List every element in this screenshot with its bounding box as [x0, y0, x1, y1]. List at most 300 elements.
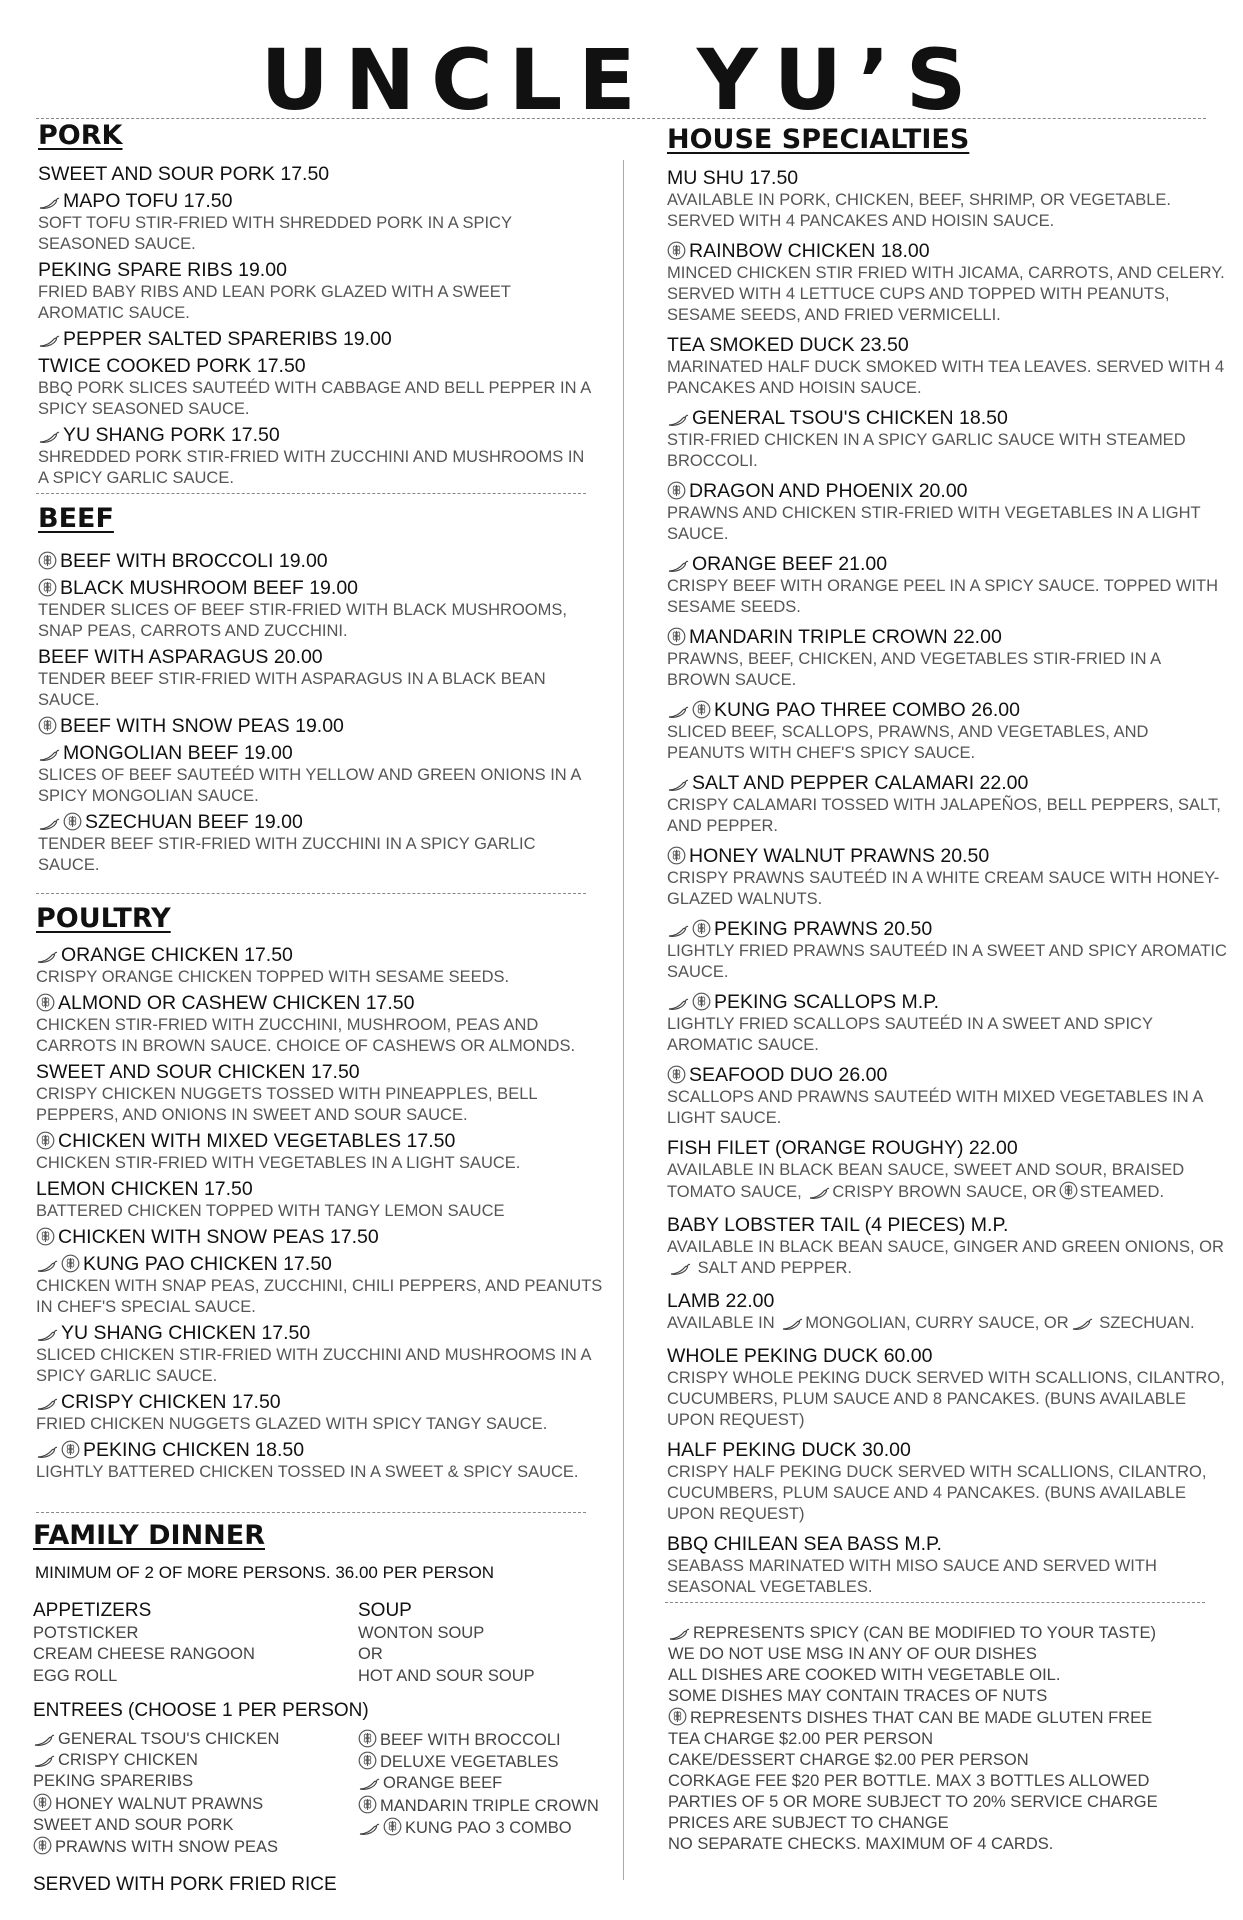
- menu-item-name: [667, 334, 1227, 357]
- chili-pepper-icon: [668, 1627, 690, 1641]
- menu-item-name: [36, 1178, 606, 1201]
- top-divider: [36, 118, 1206, 119]
- menu-item: [667, 772, 1227, 837]
- entree-item: [33, 1793, 358, 1815]
- menu-item: [36, 1253, 606, 1318]
- menu-item: [38, 715, 598, 738]
- family-courses: [33, 1599, 613, 1687]
- menu-item-name-text: TEA SMOKED DUCK 23.50: [667, 334, 909, 356]
- note-text: CORKAGE FEE $20 PER BOTTLE. MAX 3 BOTTLES ALLOWED: [668, 1772, 1150, 1790]
- menu-item: [38, 550, 598, 573]
- menu-item-description: SLICED CHICKEN STIR-FRIED WITH ZUCCHINI AND MUSHROOMS IN A SPICY GARLIC SAUCE.: [36, 1346, 591, 1385]
- gluten-free-icon: [667, 481, 686, 500]
- menu-item-name-text: CHICKEN WITH SNOW PEAS 17.50: [58, 1226, 379, 1248]
- menu-item-description: AVAILABLE IN PORK, CHICKEN, BEEF, SHRIMP, OR VEGETABLE. SERVED WITH 4 PANCAKES AND HOISIN SAUCE.: [667, 191, 1172, 230]
- menu-item-name: [667, 1439, 1227, 1462]
- gluten-free-icon: [692, 700, 711, 719]
- menu-item: [38, 742, 598, 807]
- poultry-section: [36, 903, 606, 1487]
- gluten-free-icon: [36, 993, 55, 1012]
- chili-pepper-icon: [358, 1822, 380, 1836]
- menu-item: [667, 1137, 1227, 1206]
- gluten-free-icon: [667, 1065, 686, 1084]
- menu-item-description: TENDER BEEF STIR-FRIED WITH ASPARAGUS IN A BLACK BEAN SAUCE.: [38, 670, 546, 709]
- entree-item: [33, 1836, 358, 1858]
- chili-pepper-icon: [781, 1316, 803, 1337]
- menu-item-name-text: TWICE COOKED PORK 17.50: [38, 355, 306, 377]
- menu-item: [667, 991, 1227, 1056]
- chili-pepper-icon: [358, 1777, 380, 1791]
- menu-item: [36, 1391, 606, 1435]
- gluten-free-icon: [38, 716, 57, 735]
- menu-item: [38, 355, 598, 420]
- chili-pepper-icon: [667, 778, 689, 792]
- menu-item-name: [667, 1345, 1227, 1368]
- menu-item-description: CRISPY CALAMARI TOSSED WITH JALAPEÑOS, BELL PEPPERS, SALT, AND PEPPER.: [667, 796, 1221, 835]
- menu-item-description: CHICKEN STIR-FRIED WITH ZUCCHINI, MUSHROOM, PEAS AND CARROTS IN BROWN SAUCE. CHOICE OF CASHEWS OR ALMONDS.: [36, 1016, 576, 1055]
- chili-pepper-icon: [36, 1397, 58, 1411]
- gluten-free-icon: [692, 919, 711, 938]
- menu-item-description: CRISPY WHOLE PEKING DUCK SERVED WITH SCALLIONS, CILANTRO, CUCUMBERS, PLUM SAUCE AND 8 PANCAKES. (BUNS AVAILABLE UPON REQUEST): [667, 1369, 1225, 1429]
- menu-item-description: CRISPY HALF PEKING DUCK SERVED WITH SCALLIONS, CILANTRO, CUCUMBERS, PLUM SAUCE AND 4 PANCAKES. (BUNS AVAILABLE UPON REQUEST): [667, 1463, 1207, 1523]
- entree-item: [33, 1729, 358, 1750]
- menu-item-name-text: CHICKEN WITH MIXED VEGETABLES 17.50: [58, 1130, 456, 1152]
- beef-section: [38, 503, 598, 880]
- menu-item: [667, 918, 1227, 983]
- menu-item-description: CHICKEN STIR-FRIED WITH VEGETABLES IN A LIGHT SAUCE.: [36, 1154, 521, 1172]
- menu-item: [667, 845, 1227, 910]
- menu-item: [667, 553, 1227, 618]
- gluten-free-icon: [358, 1729, 377, 1748]
- menu-item-description: TENDER BEEF STIR-FRIED WITH ZUCCHINI IN A SPICY GARLIC SAUCE.: [38, 835, 536, 874]
- note-line: [668, 1707, 1228, 1729]
- note-line: [668, 1813, 1228, 1834]
- menu-item: [667, 334, 1227, 399]
- menu-item-name: [38, 328, 598, 351]
- menu-item: [38, 646, 598, 711]
- menu-item: [667, 167, 1227, 232]
- menu-item-name: [38, 190, 598, 213]
- pork-beef-divider: [36, 493, 586, 494]
- menu-item-name: [38, 715, 598, 738]
- note-line: [668, 1644, 1228, 1665]
- note-line: [668, 1729, 1228, 1750]
- menu-item: [36, 1322, 606, 1387]
- menu-item: [38, 190, 598, 255]
- menu-item-name: [667, 1214, 1227, 1237]
- menu-item: [38, 328, 598, 351]
- pork-section: [38, 120, 598, 493]
- menu-item: [667, 1439, 1227, 1525]
- menu-item-name-text: SWEET AND SOUR CHICKEN 17.50: [36, 1061, 360, 1083]
- menu-item-name: [36, 1061, 606, 1084]
- menu-item-description: [667, 1313, 1227, 1337]
- chili-pepper-icon: [1071, 1316, 1093, 1337]
- menu-item: [667, 407, 1227, 472]
- menu-item-description: STIR-FRIED CHICKEN IN A SPICY GARLIC SAUCE WITH STEAMED BROCCOLI.: [667, 431, 1186, 470]
- chili-pepper-icon: [38, 334, 60, 348]
- entree-item-name: MANDARIN TRIPLE CROWN: [380, 1796, 599, 1815]
- menu-item-name-text: ALMOND OR CASHEW CHICKEN 17.50: [58, 992, 415, 1014]
- menu-item-description: SCALLOPS AND PRAWNS SAUTEÉD WITH MIXED VEGETABLES IN A LIGHT SAUCE.: [667, 1088, 1203, 1127]
- appetizers-list: [33, 1623, 358, 1687]
- description-text: AVAILABLE IN BLACK BEAN SAUCE, GINGER AND GREEN ONIONS, OR: [667, 1238, 1224, 1256]
- menu-item-name-text: PEKING SCALLOPS M.P.: [714, 991, 940, 1013]
- section-title-poultry: POULTRY: [36, 903, 171, 934]
- gluten-free-icon: [358, 1751, 377, 1770]
- menu-item-description: FRIED CHICKEN NUGGETS GLAZED WITH SPICY TANGY SAUCE.: [36, 1415, 548, 1433]
- menu-item-name-text: BLACK MUSHROOM BEEF 19.00: [60, 577, 359, 599]
- description-text: CRISPY BROWN SAUCE, OR: [832, 1183, 1057, 1201]
- menu-item-name: [36, 1130, 606, 1153]
- beef-poultry-divider: [36, 893, 586, 894]
- menu-item-name: [667, 1533, 1227, 1556]
- menu-item-name: [667, 845, 1227, 868]
- list-item: EGG ROLL: [33, 1666, 118, 1685]
- menu-item: [667, 1064, 1227, 1129]
- description-text: MONGOLIAN, CURRY SAUCE, OR: [805, 1314, 1069, 1332]
- menu-item-description: TENDER SLICES OF BEEF STIR-FRIED WITH BLACK MUSHROOMS, SNAP PEAS, CARROTS AND ZUCCHINI.: [38, 601, 567, 640]
- entree-item: [358, 1773, 599, 1794]
- appetizers-column: [33, 1599, 358, 1687]
- entree-item: [358, 1751, 599, 1773]
- note-text: NO SEPARATE CHECKS. MAXIMUM OF 4 CARDS.: [668, 1835, 1054, 1853]
- menu-item-name: [667, 240, 1227, 263]
- menu-item-name: [667, 407, 1227, 430]
- description-text: SALT AND PEPPER.: [693, 1259, 852, 1277]
- chili-pepper-icon: [36, 1328, 58, 1342]
- menu-item-description: LIGHTLY BATTERED CHICKEN TOSSED IN A SWEET & SPICY SAUCE.: [36, 1463, 579, 1481]
- entree-item-name: CRISPY CHICKEN: [58, 1751, 198, 1770]
- menu-item-name-text: PEKING CHICKEN 18.50: [83, 1439, 305, 1461]
- menu-item-name-text: BEEF WITH BROCCOLI 19.00: [60, 550, 328, 572]
- family-dinner-footer: SERVED WITH PORK FRIED RICE: [33, 1873, 337, 1895]
- menu-item-description: FRIED BABY RIBS AND LEAN PORK GLAZED WITH A SWEET AROMATIC SAUCE.: [38, 283, 511, 322]
- menu-item: [667, 1214, 1227, 1282]
- menu-item-name-text: MAPO TOFU 17.50: [63, 190, 233, 212]
- menu-item-description: SHREDDED PORK STIR-FRIED WITH ZUCCHINI AND MUSHROOMS IN A SPICY GARLIC SAUCE.: [38, 448, 585, 487]
- gluten-free-icon: [33, 1836, 52, 1855]
- menu-item-name: [36, 1391, 606, 1414]
- note-text: REPRESENTS SPICY (CAN BE MODIFIED TO YOUR TASTE): [693, 1624, 1157, 1642]
- appetizers-title: APPETIZERS: [33, 1600, 152, 1621]
- menu-item-name-text: MONGOLIAN BEEF 19.00: [63, 742, 293, 764]
- menu-item-name-text: SEAFOOD DUO 26.00: [689, 1064, 888, 1086]
- description-text: SZECHUAN.: [1094, 1314, 1195, 1332]
- menu-item: [38, 424, 598, 489]
- menu-item-description: BBQ PORK SLICES SAUTEÉD WITH CABBAGE AND BELL PEPPER IN A SPICY SEASONED SAUCE.: [38, 379, 591, 418]
- description-text: STEAMED.: [1079, 1183, 1165, 1201]
- gluten-free-icon: [692, 992, 711, 1011]
- menu-item-name-text: MANDARIN TRIPLE CROWN 22.00: [689, 626, 1002, 648]
- menu-item-name-text: ORANGE CHICKEN 17.50: [61, 944, 293, 966]
- menu-item-name-text: RAINBOW CHICKEN 18.00: [689, 240, 930, 262]
- menu-item-description: PRAWNS, BEEF, CHICKEN, AND VEGETABLES STIR-FRIED IN A BROWN SAUCE.: [667, 650, 1161, 689]
- chili-pepper-icon: [669, 1261, 691, 1282]
- poultry-items: [36, 944, 606, 1483]
- list-item: WONTON SOUP: [358, 1624, 485, 1642]
- menu-item: [667, 1290, 1227, 1337]
- menu-item: [38, 577, 598, 642]
- note-line: [668, 1792, 1228, 1813]
- menu-item-name-text: HALF PEKING DUCK 30.00: [667, 1439, 911, 1461]
- menu-item: [667, 1533, 1227, 1598]
- menu-item-name: [38, 742, 598, 765]
- menu-item-name-text: ORANGE BEEF 21.00: [692, 553, 888, 575]
- menu-item-description: BATTERED CHICKEN TOPPED WITH TANGY LEMON SAUCE: [36, 1202, 505, 1220]
- entree-item-name: BEEF WITH BROCCOLI: [380, 1730, 561, 1749]
- menu-item-name-text: BEEF WITH ASPARAGUS 20.00: [38, 646, 323, 668]
- chili-pepper-icon: [667, 413, 689, 427]
- menu-item-description: [667, 1160, 1227, 1206]
- entree-item-name: ORANGE BEEF: [383, 1774, 503, 1793]
- menu-item-name-text: YU SHANG CHICKEN 17.50: [61, 1322, 311, 1344]
- list-item: HOT AND SOUR SOUP: [358, 1666, 535, 1685]
- menu-item-name: [36, 1439, 606, 1462]
- poultry-family-divider: [36, 1512, 586, 1513]
- menu-item-name: [667, 1064, 1227, 1087]
- menu-item-name: [38, 355, 598, 378]
- menu-item-name-text: BBQ CHILEAN SEA BASS M.P.: [667, 1533, 942, 1555]
- menu-item-name: [38, 646, 598, 669]
- menu-item: [667, 480, 1227, 545]
- house-items: [667, 167, 1227, 1598]
- gluten-free-icon: [383, 1817, 402, 1836]
- entree-item-name: HONEY WALNUT PRAWNS: [55, 1794, 264, 1813]
- entree-item: [358, 1817, 599, 1839]
- menu-item-name: [667, 480, 1227, 503]
- chili-pepper-icon: [38, 817, 60, 831]
- entree-item-name: DELUXE VEGETABLES: [380, 1753, 559, 1772]
- menu-item-description: LIGHTLY FRIED PRAWNS SAUTEÉD IN A SWEET AND SPICY AROMATIC SAUCE.: [667, 942, 1227, 981]
- menu-item: [36, 944, 606, 988]
- menu-item-description: PRAWNS AND CHICKEN STIR-FRIED WITH VEGETABLES IN A LIGHT SAUCE.: [667, 504, 1201, 543]
- chili-pepper-icon: [38, 748, 60, 762]
- note-line: [668, 1665, 1228, 1686]
- menu-item: [36, 1226, 606, 1249]
- chili-pepper-icon: [667, 705, 689, 719]
- chili-pepper-icon: [33, 1733, 55, 1747]
- menu-item-name: [667, 1137, 1227, 1160]
- menu-item: [667, 240, 1227, 326]
- gluten-free-icon: [61, 1440, 80, 1459]
- gluten-free-icon: [667, 241, 686, 260]
- chili-pepper-icon: [36, 1259, 58, 1273]
- menu-item-description: SLICED BEEF, SCALLOPS, PRAWNS, AND VEGETABLES, AND PEANUTS WITH CHEF'S SPICY SAUCE.: [667, 723, 1149, 762]
- menu-item-name-text: CRISPY CHICKEN 17.50: [61, 1391, 281, 1413]
- soup-list: [358, 1623, 535, 1687]
- notes-section: [668, 1623, 1228, 1855]
- menu-item-description: CRISPY CHICKEN NUGGETS TOSSED WITH PINEAPPLES, BELL PEPPERS, AND ONIONS IN SWEET AND SOUR SAUCE.: [36, 1085, 537, 1124]
- menu-item-name: [667, 772, 1227, 795]
- entrees-right: [358, 1729, 599, 1859]
- menu-item-name-text: WHOLE PEKING DUCK 60.00: [667, 1345, 933, 1367]
- section-title-pork: PORK: [38, 120, 123, 151]
- note-line: [668, 1623, 1228, 1644]
- menu-item: [38, 259, 598, 324]
- menu-item: [36, 1130, 606, 1174]
- family-dinner-section: [33, 1520, 613, 1897]
- menu-item-name: [36, 944, 606, 967]
- menu-item-description: CRISPY BEEF WITH ORANGE PEEL IN A SPICY SAUCE. TOPPED WITH SESAME SEEDS.: [667, 577, 1219, 616]
- chili-pepper-icon: [808, 1185, 830, 1206]
- gluten-free-icon: [36, 1131, 55, 1150]
- menu-item-name: [36, 1253, 606, 1276]
- menu-item: [667, 626, 1227, 691]
- note-text: CAKE/DESSERT CHARGE $2.00 PER PERSON: [668, 1751, 1029, 1769]
- gluten-free-icon: [358, 1795, 377, 1814]
- menu-item-description: LIGHTLY FRIED SCALLOPS SAUTEÉD IN A SWEET AND SPICY AROMATIC SAUCE.: [667, 1015, 1153, 1054]
- menu-item-name-text: SWEET AND SOUR PORK 17.50: [38, 163, 330, 185]
- gluten-free-icon: [668, 1707, 687, 1726]
- note-text: WE DO NOT USE MSG IN ANY OF OUR DISHES: [668, 1645, 1037, 1663]
- menu-item: [38, 163, 598, 186]
- note-text: PARTIES OF 5 OR MORE SUBJECT TO 20% SERVICE CHARGE: [668, 1793, 1158, 1811]
- gluten-free-icon: [667, 627, 686, 646]
- note-line: [668, 1686, 1228, 1707]
- chili-pepper-icon: [36, 1445, 58, 1459]
- gluten-free-icon: [667, 846, 686, 865]
- menu-item-name: [36, 992, 606, 1015]
- entrees-grid: [33, 1729, 613, 1859]
- menu-item-description: SLICES OF BEEF SAUTEÉD WITH YELLOW AND GREEN ONIONS IN A SPICY MONGOLIAN SAUCE.: [38, 766, 581, 805]
- soup-title: SOUP: [358, 1600, 412, 1621]
- menu-item: [36, 1061, 606, 1126]
- entree-item: [358, 1729, 599, 1751]
- entrees-title: ENTREES (CHOOSE 1 PER PERSON): [33, 1699, 369, 1721]
- menu-item-name: [36, 1226, 606, 1249]
- soup-column: [358, 1599, 535, 1687]
- entree-item: [358, 1795, 599, 1817]
- entree-item: [33, 1771, 358, 1792]
- menu-item-name: [667, 991, 1227, 1014]
- section-title-house-specialties: HOUSE SPECIALTIES: [667, 124, 970, 155]
- menu-item-name-text: BABY LOBSTER TAIL (4 PIECES) M.P.: [667, 1214, 1009, 1236]
- menu-item-description: [667, 1237, 1227, 1282]
- note-line: [668, 1750, 1228, 1771]
- entrees-left: [33, 1729, 358, 1859]
- note-line: [668, 1771, 1228, 1792]
- gluten-free-icon: [61, 1254, 80, 1273]
- column-divider: [623, 160, 624, 1880]
- menu-item-name-text: PEKING SPARE RIBS 19.00: [38, 259, 287, 281]
- menu-item-name-text: BEEF WITH SNOW PEAS 19.00: [60, 715, 344, 737]
- pork-items: [38, 163, 598, 489]
- chili-pepper-icon: [667, 924, 689, 938]
- section-title-family-dinner: FAMILY DINNER: [33, 1520, 265, 1551]
- chili-pepper-icon: [33, 1754, 55, 1768]
- chili-pepper-icon: [667, 559, 689, 573]
- menu-item-name: [667, 553, 1227, 576]
- menu-item-name-text: SZECHUAN BEEF 19.00: [85, 811, 303, 833]
- menu-item-description: CRISPY PRAWNS SAUTEÉD IN A WHITE CREAM SAUCE WITH HONEY-GLAZED WALNUTS.: [667, 869, 1220, 908]
- entree-item-name: GENERAL TSOU'S CHICKEN: [58, 1729, 280, 1748]
- note-line: [668, 1834, 1228, 1855]
- family-dinner-subtitle: MINIMUM OF 2 OF MORE PERSONS. 36.00 PER PERSON: [35, 1563, 495, 1582]
- menu-item-name-text: FISH FILET (ORANGE ROUGHY) 22.00: [667, 1137, 1018, 1159]
- menu-item-name: [38, 259, 598, 282]
- menu-item-description: SOFT TOFU STIR-FRIED WITH SHREDDED PORK IN A SPICY SEASONED SAUCE.: [38, 214, 512, 253]
- menu-item-name-text: YU SHANG PORK 17.50: [63, 424, 280, 446]
- menu-item-name-text: LEMON CHICKEN 17.50: [36, 1178, 253, 1200]
- menu-item: [667, 699, 1227, 764]
- menu-item-name: [667, 699, 1227, 722]
- gluten-free-icon: [33, 1793, 52, 1812]
- note-text: ALL DISHES ARE COOKED WITH VEGETABLE OIL.: [668, 1666, 1061, 1684]
- entree-item-name: PEKING SPARERIBS: [33, 1772, 194, 1791]
- list-item: POTSTICKER: [33, 1624, 139, 1642]
- menu-item: [36, 992, 606, 1057]
- list-item: CREAM CHEESE RANGOON: [33, 1645, 255, 1664]
- gluten-free-icon: [1059, 1181, 1078, 1206]
- menu-item-name: [38, 811, 598, 834]
- menu-item-description: MARINATED HALF DUCK SMOKED WITH TEA LEAVES. SERVED WITH 4 PANCAKES AND HOISIN SAUCE.: [667, 358, 1225, 397]
- chili-pepper-icon: [667, 997, 689, 1011]
- gluten-free-icon: [38, 578, 57, 597]
- menu-item-description: MINCED CHICKEN STIR FRIED WITH JICAMA, CARROTS, AND CELERY. SERVED WITH 4 LETTUCE CUPS AND TOPPED WITH PEANUTS, SESAME SEEDS, AND FRIED VERMICELLI.: [667, 264, 1225, 324]
- menu-item-name-text: PEPPER SALTED SPARERIBS 19.00: [63, 328, 392, 350]
- beef-items: [38, 550, 598, 876]
- note-text: PRICES ARE SUBJECT TO CHANGE: [668, 1814, 949, 1832]
- gluten-free-icon: [63, 812, 82, 831]
- section-title-beef: BEEF: [38, 503, 114, 534]
- chili-pepper-icon: [38, 430, 60, 444]
- menu-item-name: [38, 577, 598, 600]
- entree-item: [33, 1750, 358, 1771]
- menu-item-name: [38, 163, 598, 186]
- description-text: AVAILABLE IN: [667, 1314, 780, 1332]
- menu-item-name-text: LAMB 22.00: [667, 1290, 775, 1312]
- menu-item-name: [38, 424, 598, 447]
- menu-item: [667, 1345, 1227, 1431]
- menu-item-name-text: MU SHU 17.50: [667, 167, 799, 189]
- entree-item-name: KUNG PAO 3 COMBO: [405, 1819, 572, 1838]
- restaurant-title: UNCLE YU’S: [260, 31, 983, 129]
- menu-item: [38, 811, 598, 876]
- description-text: AVAILABLE IN BLACK BEAN SAUCE, SWEET AND SOUR, BRAISED TOMATO SAUCE,: [667, 1161, 1185, 1201]
- chili-pepper-icon: [38, 196, 60, 210]
- menu-item-description: CRISPY ORANGE CHICKEN TOPPED WITH SESAME SEEDS.: [36, 968, 510, 986]
- menu-item: [36, 1439, 606, 1483]
- menu-item-description: CHICKEN WITH SNAP PEAS, ZUCCHINI, CHILI PEPPERS, AND PEANUTS IN CHEF'S SPECIAL SAUCE.: [36, 1277, 603, 1316]
- menu-item-name-text: PEKING PRAWNS 20.50: [714, 918, 933, 940]
- menu-item-name: [667, 918, 1227, 941]
- menu-item-name-text: GENERAL TSOU'S CHICKEN 18.50: [692, 407, 1008, 429]
- menu-item-name-text: DRAGON AND PHOENIX 20.00: [689, 480, 968, 502]
- gluten-free-icon: [38, 551, 57, 570]
- menu-item-name: [36, 1322, 606, 1345]
- note-text: SOME DISHES MAY CONTAIN TRACES OF NUTS: [668, 1687, 1048, 1705]
- menu-item-name: [667, 167, 1227, 190]
- entree-item-name: SWEET AND SOUR PORK: [33, 1816, 234, 1835]
- entree-item: [33, 1815, 358, 1836]
- menu-item-name-text: HONEY WALNUT PRAWNS 20.50: [689, 845, 990, 867]
- entree-item-name: PRAWNS WITH SNOW PEAS: [55, 1838, 279, 1857]
- note-text: REPRESENTS DISHES THAT CAN BE MADE GLUTEN FREE: [690, 1709, 1153, 1727]
- gluten-free-icon: [36, 1227, 55, 1246]
- menu-item-name: [38, 550, 598, 573]
- menu-item-description: SEABASS MARINATED WITH MISO SAUCE AND SERVED WITH SEASONAL VEGETABLES.: [667, 1557, 1157, 1596]
- menu-item: [36, 1178, 606, 1222]
- menu-item-name-text: KUNG PAO CHICKEN 17.50: [83, 1253, 332, 1275]
- list-item: OR: [358, 1645, 383, 1664]
- menu-item-name: [667, 626, 1227, 649]
- chili-pepper-icon: [36, 950, 58, 964]
- house-specialties-section: [667, 124, 1227, 1606]
- menu-item-name-text: KUNG PAO THREE COMBO 26.00: [714, 699, 1020, 721]
- note-text: TEA CHARGE $2.00 PER PERSON: [668, 1730, 934, 1748]
- menu-item-name: [667, 1290, 1227, 1313]
